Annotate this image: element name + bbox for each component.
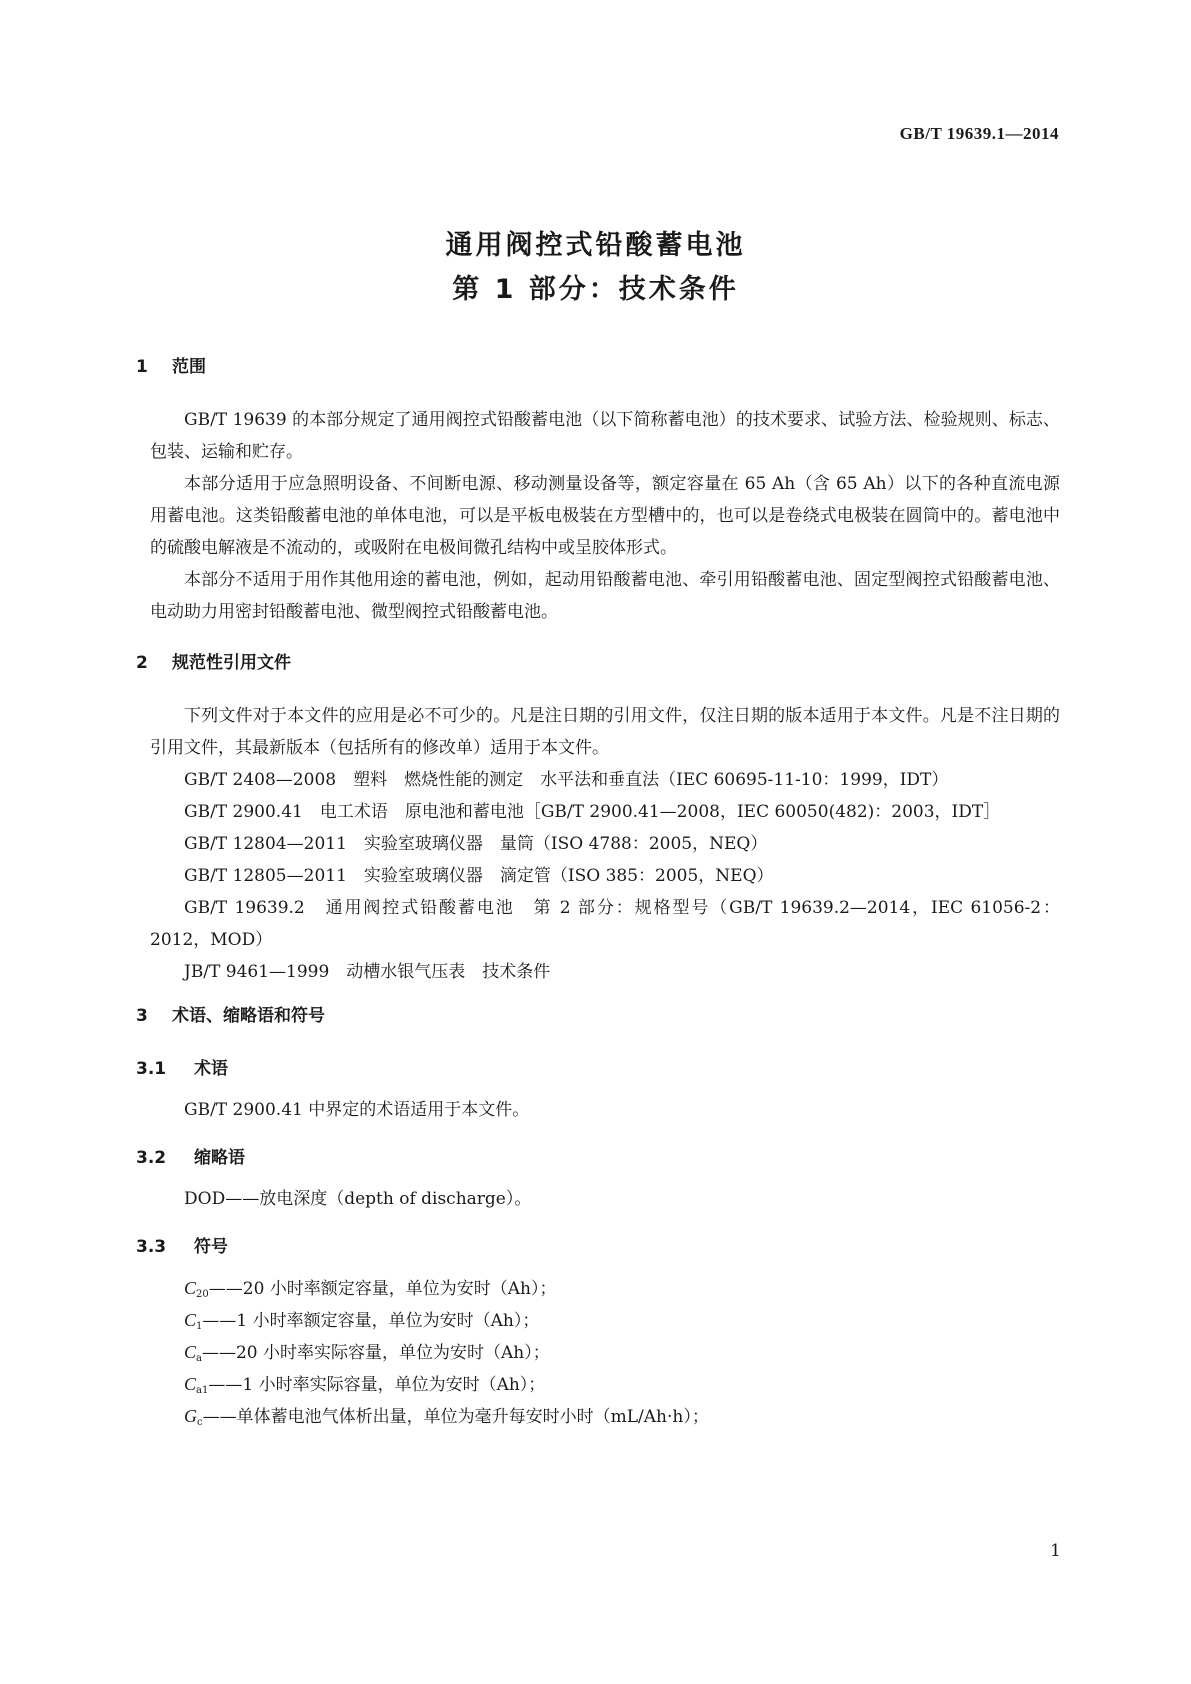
symbol-subscript: 20 (196, 1289, 209, 1300)
section-title: 范围 (172, 357, 206, 377)
section-title: 术语 (194, 1059, 228, 1079)
reference-item: GB/T 12804—2011 实验室玻璃仪器 量筒（ISO 4788：2005，NEQ） (184, 834, 768, 854)
section-title: 缩略语 (194, 1148, 245, 1168)
reference-item (150, 892, 1060, 956)
symbol-subscript: a (196, 1353, 202, 1364)
symbol-item (184, 1400, 709, 1439)
symbol-description: ——20 小时率额定容量，单位为安时（Ah）； (208, 1279, 557, 1299)
symbol-description: ——20 小时率实际容量，单位为安时（Ah）； (201, 1343, 550, 1363)
section-title: 符号 (194, 1237, 228, 1257)
document-title (0, 224, 1191, 312)
symbol-subscript: a1 (196, 1385, 209, 1396)
section-3-1-heading (136, 1054, 228, 1079)
section-3-heading (136, 1001, 325, 1026)
paragraph: 本部分适用于应急照明设备、不间断电源、移动测量设备等，额定容量在 65 Ah（含 65 Ah）以下的各种直流电源用蓄电池。这类铅酸蓄电池的单体电池，可以是平板电极装在方型槽中的，也可以是卷绕式电极装在圆筒中的。蓄电池中的硫酸电解液是不流动的，或吸附在电极间微孔结构中或呈胶体形式。 (150, 474, 1060, 558)
reference-item: JB/T 9461—1999 动槽水银气压表 技术条件 (184, 962, 551, 982)
document-code: GB/T 19639.1—2014 (899, 124, 1059, 143)
terms-text: GB/T 2900.41 中界定的术语适用于本文件。 (184, 1100, 530, 1120)
paragraph: GB/T 19639.2 通用阀控式铅酸蓄电池 第 2 部分：规格型号（GB/T 19639.2—2014，IEC 61056-2：2012，MOD） (150, 898, 1060, 950)
symbol-letter: G (184, 1406, 197, 1426)
section-number: 3.3 (136, 1237, 167, 1257)
section-1-body (150, 404, 1060, 628)
section-1-heading (136, 352, 206, 377)
symbol-letter: C (184, 1310, 197, 1330)
paragraph: 下列文件对于本文件的应用是必不可少的。凡是注日期的引用文件，仅注日期的版本适用于本文件。凡是不注日期的引用文件，其最新版本（包括所有的修改单）适用于本文件。 (150, 706, 1060, 758)
symbol-letter: C (184, 1374, 197, 1394)
reference-item: GB/T 2408—2008 塑料 燃烧性能的测定 水平法和垂直法（IEC 60695-11-10：1999，IDT） (184, 770, 949, 790)
title-line-1: 通用阀控式铅酸蓄电池 (445, 230, 746, 261)
paragraph: GB/T 19639 的本部分规定了通用阀控式铅酸蓄电池（以下简称蓄电池）的技术要求、试验方法、检验规则、标志、包装、运输和贮存。 (150, 410, 1060, 462)
section-number: 3.2 (136, 1148, 167, 1168)
section-2-heading (136, 648, 291, 673)
section-title: 术语、缩略语和符号 (172, 1006, 325, 1026)
symbol-subscript: c (197, 1417, 203, 1428)
section-number: 3.1 (136, 1059, 167, 1079)
symbol-letter: C (184, 1342, 197, 1362)
section-number: 2 (136, 653, 148, 673)
section-title: 规范性引用文件 (172, 653, 291, 673)
page-number: 1 (1050, 1541, 1061, 1561)
section-3-2-heading (136, 1143, 245, 1168)
symbol-description: ——1 小时率实际容量，单位为安时（Ah）； (208, 1375, 546, 1395)
section-number: 1 (136, 357, 148, 377)
section-2-intro (150, 700, 1060, 764)
symbol-description: ——单体蓄电池气体析出量，单位为毫升每安时小时（mL/Ah·h）； (202, 1407, 709, 1427)
reference-item: GB/T 12805—2011 实验室玻璃仪器 滴定管（ISO 385：2005，NEQ） (184, 866, 774, 886)
title-line-2: 第 1 部分：技术条件 (452, 274, 739, 305)
section-number: 3 (136, 1006, 148, 1026)
abbreviation-text: DOD——放电深度（depth of discharge）。 (184, 1189, 532, 1209)
symbol-description: ——1 小时率额定容量，单位为安时（Ah）； (202, 1311, 540, 1331)
symbol-subscript: 1 (196, 1321, 203, 1332)
paragraph: 本部分不适用于用作其他用途的蓄电池，例如，起动用铅酸蓄电池、牵引用铅酸蓄电池、固定型阀控式铅酸蓄电池、电动助力用密封铅酸蓄电池、微型阀控式铅酸蓄电池。 (150, 570, 1060, 622)
section-3-3-heading (136, 1232, 228, 1257)
symbol-letter: C (184, 1278, 197, 1298)
reference-item: GB/T 2900.41 电工术语 原电池和蓄电池［GB/T 2900.41—2008，IEC 60050(482)：2003，IDT］ (184, 802, 1001, 822)
